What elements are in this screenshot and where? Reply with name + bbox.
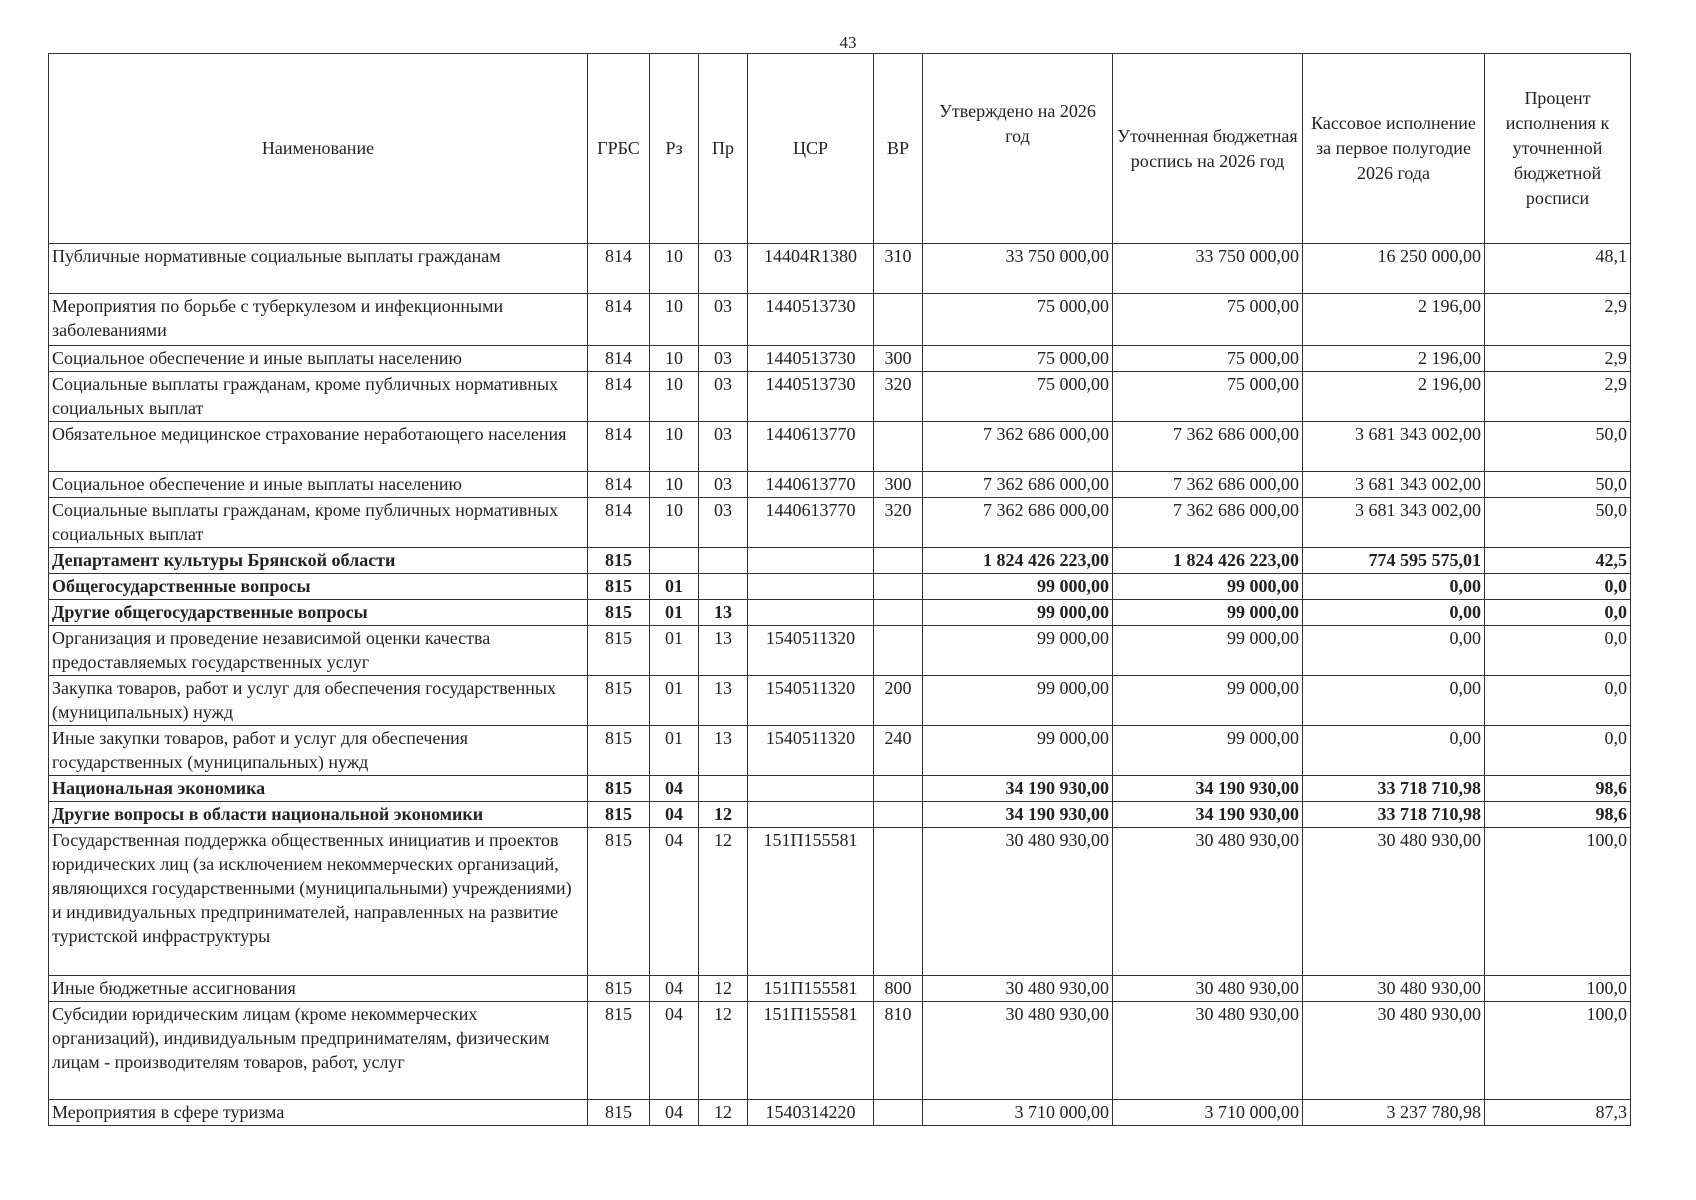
cell-cash: 3 681 343 002,00 xyxy=(1303,472,1485,498)
cell-refined: 99 000,00 xyxy=(1113,726,1303,776)
cell-rz: 04 xyxy=(650,776,699,802)
header-refined: Уточненная бюджетная роспись на 2026 год xyxy=(1113,54,1303,244)
header-name: Наименование xyxy=(49,54,588,244)
cell-csr: 1540314220 xyxy=(748,1100,874,1126)
cell-pr: 13 xyxy=(699,600,748,626)
cell-csr xyxy=(748,600,874,626)
table-row xyxy=(49,372,1631,422)
cell-grbs: 815 xyxy=(588,626,650,676)
cell-approved: 7 362 686 000,00 xyxy=(923,422,1113,472)
table-row xyxy=(49,676,1631,726)
cell-approved: 75 000,00 xyxy=(923,346,1113,372)
cell-name: Социальные выплаты гражданам, кроме публичных нормативных социальных выплат xyxy=(49,372,588,422)
cell-rz: 10 xyxy=(650,422,699,472)
cell-refined: 3 710 000,00 xyxy=(1113,1100,1303,1126)
cell-grbs: 814 xyxy=(588,372,650,422)
table-row xyxy=(49,776,1631,802)
page-number: 43 xyxy=(839,33,857,52)
cell-pr: 13 xyxy=(699,676,748,726)
cell-approved: 30 480 930,00 xyxy=(923,1002,1113,1100)
cell-approved: 7 362 686 000,00 xyxy=(923,472,1113,498)
cell-percent: 100,0 xyxy=(1485,976,1631,1002)
cell-cash: 16 250 000,00 xyxy=(1303,244,1485,294)
cell-percent: 0,0 xyxy=(1485,574,1631,600)
cell-percent: 50,0 xyxy=(1485,422,1631,472)
header-vr: ВР xyxy=(874,54,923,244)
cell-percent: 2,9 xyxy=(1485,294,1631,346)
cell-csr: 1540511320 xyxy=(748,626,874,676)
cell-refined: 99 000,00 xyxy=(1113,676,1303,726)
cell-refined: 30 480 930,00 xyxy=(1113,828,1303,976)
cell-approved: 3 710 000,00 xyxy=(923,1100,1113,1126)
cell-refined: 99 000,00 xyxy=(1113,600,1303,626)
cell-cash: 0,00 xyxy=(1303,600,1485,626)
cell-cash: 30 480 930,00 xyxy=(1303,1002,1485,1100)
cell-pr: 12 xyxy=(699,1002,748,1100)
cell-rz: 01 xyxy=(650,726,699,776)
cell-name: Другие общегосударственные вопросы xyxy=(49,600,588,626)
cell-percent: 42,5 xyxy=(1485,548,1631,574)
cell-pr xyxy=(699,548,748,574)
cell-refined: 33 750 000,00 xyxy=(1113,244,1303,294)
cell-rz: 04 xyxy=(650,802,699,828)
cell-rz: 04 xyxy=(650,1002,699,1100)
cell-cash: 0,00 xyxy=(1303,676,1485,726)
cell-cash: 2 196,00 xyxy=(1303,346,1485,372)
cell-approved: 34 190 930,00 xyxy=(923,776,1113,802)
cell-cash: 3 237 780,98 xyxy=(1303,1100,1485,1126)
cell-rz: 01 xyxy=(650,600,699,626)
cell-pr: 12 xyxy=(699,802,748,828)
cell-name: Иные бюджетные ассигнования xyxy=(49,976,588,1002)
cell-csr: 151П155581 xyxy=(748,828,874,976)
cell-refined: 75 000,00 xyxy=(1113,294,1303,346)
cell-cash: 774 595 575,01 xyxy=(1303,548,1485,574)
cell-vr xyxy=(874,626,923,676)
cell-rz: 10 xyxy=(650,472,699,498)
cell-refined: 34 190 930,00 xyxy=(1113,802,1303,828)
cell-vr: 800 xyxy=(874,976,923,1002)
cell-cash: 30 480 930,00 xyxy=(1303,828,1485,976)
cell-csr: 151П155581 xyxy=(748,976,874,1002)
cell-rz: 10 xyxy=(650,346,699,372)
cell-name: Организация и проведение независимой оценки качества предоставляемых государственных услуг xyxy=(49,626,588,676)
header-rz: Рз xyxy=(650,54,699,244)
cell-approved: 99 000,00 xyxy=(923,574,1113,600)
cell-pr xyxy=(699,776,748,802)
cell-approved: 1 824 426 223,00 xyxy=(923,548,1113,574)
cell-grbs: 815 xyxy=(588,574,650,600)
cell-grbs: 815 xyxy=(588,828,650,976)
cell-name: Социальные выплаты гражданам, кроме публичных нормативных социальных выплат xyxy=(49,498,588,548)
cell-vr xyxy=(874,600,923,626)
cell-name: Национальная экономика xyxy=(49,776,588,802)
cell-csr: 1440613770 xyxy=(748,472,874,498)
cell-refined: 7 362 686 000,00 xyxy=(1113,498,1303,548)
cell-approved: 30 480 930,00 xyxy=(923,976,1113,1002)
cell-vr xyxy=(874,294,923,346)
cell-vr xyxy=(874,776,923,802)
cell-pr: 12 xyxy=(699,828,748,976)
cell-vr: 310 xyxy=(874,244,923,294)
cell-percent: 0,0 xyxy=(1485,626,1631,676)
cell-vr xyxy=(874,574,923,600)
cell-pr: 03 xyxy=(699,498,748,548)
header-percent: Процент исполнения к уточненной бюджетной росписи xyxy=(1485,54,1631,244)
cell-rz: 10 xyxy=(650,372,699,422)
header-csr: ЦСР xyxy=(748,54,874,244)
cell-approved: 75 000,00 xyxy=(923,294,1113,346)
cell-cash: 3 681 343 002,00 xyxy=(1303,498,1485,548)
cell-csr xyxy=(748,574,874,600)
cell-name: Обязательное медицинское страхование неработающего населения xyxy=(49,422,588,472)
cell-csr xyxy=(748,802,874,828)
cell-refined: 30 480 930,00 xyxy=(1113,1002,1303,1100)
table-row xyxy=(49,472,1631,498)
cell-csr: 1540511320 xyxy=(748,676,874,726)
cell-grbs: 814 xyxy=(588,244,650,294)
cell-name: Государственная поддержка общественных инициатив и проектов юридических лиц (за исключением некоммерческих организаций, являющихся государственными (муниципальными) учреждениями) и индивидуальных предпринимателей, направленных на развитие туристской инфраструктуры xyxy=(49,828,588,976)
table-row xyxy=(49,294,1631,346)
table-row xyxy=(49,828,1631,976)
budget-table xyxy=(48,53,1631,1126)
cell-approved: 99 000,00 xyxy=(923,726,1113,776)
cell-rz: 01 xyxy=(650,574,699,600)
cell-name: Социальное обеспечение и иные выплаты населению xyxy=(49,472,588,498)
cell-cash: 0,00 xyxy=(1303,626,1485,676)
header-cash: Кассовое исполнение за первое полугодие 2026 года xyxy=(1303,54,1485,244)
cell-pr: 03 xyxy=(699,372,748,422)
cell-vr xyxy=(874,422,923,472)
cell-grbs: 815 xyxy=(588,1100,650,1126)
cell-approved: 34 190 930,00 xyxy=(923,802,1113,828)
cell-pr: 03 xyxy=(699,472,748,498)
cell-approved: 99 000,00 xyxy=(923,676,1113,726)
header-row xyxy=(49,54,1631,244)
cell-grbs: 815 xyxy=(588,676,650,726)
cell-percent: 0,0 xyxy=(1485,676,1631,726)
cell-grbs: 814 xyxy=(588,346,650,372)
cell-pr: 12 xyxy=(699,976,748,1002)
cell-pr: 13 xyxy=(699,726,748,776)
cell-vr: 320 xyxy=(874,498,923,548)
cell-refined: 75 000,00 xyxy=(1113,372,1303,422)
cell-approved: 30 480 930,00 xyxy=(923,828,1113,976)
cell-pr: 12 xyxy=(699,1100,748,1126)
cell-csr: 151П155581 xyxy=(748,1002,874,1100)
cell-rz: 01 xyxy=(650,626,699,676)
cell-pr: 03 xyxy=(699,244,748,294)
cell-grbs: 814 xyxy=(588,498,650,548)
cell-vr xyxy=(874,548,923,574)
table-row xyxy=(49,244,1631,294)
cell-name: Общегосударственные вопросы xyxy=(49,574,588,600)
table-row xyxy=(49,626,1631,676)
cell-percent: 0,0 xyxy=(1485,600,1631,626)
cell-cash: 0,00 xyxy=(1303,726,1485,776)
cell-vr: 240 xyxy=(874,726,923,776)
cell-name: Социальное обеспечение и иные выплаты населению xyxy=(49,346,588,372)
cell-percent: 2,9 xyxy=(1485,346,1631,372)
cell-vr: 810 xyxy=(874,1002,923,1100)
cell-grbs: 815 xyxy=(588,1002,650,1100)
cell-name: Другие вопросы в области национальной экономики xyxy=(49,802,588,828)
table-row xyxy=(49,346,1631,372)
cell-pr: 03 xyxy=(699,346,748,372)
cell-rz: 04 xyxy=(650,976,699,1002)
cell-rz: 10 xyxy=(650,244,699,294)
cell-vr: 200 xyxy=(874,676,923,726)
header-approved: Утверждено на 2026 год xyxy=(923,54,1113,244)
header-pr: Пр xyxy=(699,54,748,244)
cell-csr: 1540511320 xyxy=(748,726,874,776)
cell-percent: 100,0 xyxy=(1485,828,1631,976)
cell-grbs: 815 xyxy=(588,776,650,802)
cell-cash: 2 196,00 xyxy=(1303,372,1485,422)
cell-approved: 7 362 686 000,00 xyxy=(923,498,1113,548)
cell-grbs: 815 xyxy=(588,976,650,1002)
table-row xyxy=(49,600,1631,626)
cell-pr: 03 xyxy=(699,294,748,346)
header-grbs: ГРБС xyxy=(588,54,650,244)
cell-grbs: 814 xyxy=(588,422,650,472)
table-row xyxy=(49,548,1631,574)
cell-name: Закупка товаров, работ и услуг для обеспечения государственных (муниципальных) нужд xyxy=(49,676,588,726)
cell-grbs: 815 xyxy=(588,802,650,828)
cell-name: Иные закупки товаров, работ и услуг для обеспечения государственных (муниципальных) нужд xyxy=(49,726,588,776)
cell-csr xyxy=(748,548,874,574)
cell-grbs: 814 xyxy=(588,294,650,346)
table-row xyxy=(49,1100,1631,1126)
cell-percent: 50,0 xyxy=(1485,472,1631,498)
cell-vr: 300 xyxy=(874,346,923,372)
cell-csr: 1440613770 xyxy=(748,422,874,472)
cell-vr xyxy=(874,828,923,976)
table-row xyxy=(49,1002,1631,1100)
cell-percent: 98,6 xyxy=(1485,776,1631,802)
cell-name: Департамент культуры Брянской области xyxy=(49,548,588,574)
cell-pr: 03 xyxy=(699,422,748,472)
cell-refined: 99 000,00 xyxy=(1113,574,1303,600)
table-row xyxy=(49,574,1631,600)
cell-name: Мероприятия в сфере туризма xyxy=(49,1100,588,1126)
cell-refined: 34 190 930,00 xyxy=(1113,776,1303,802)
table-row xyxy=(49,976,1631,1002)
cell-csr: 1440613770 xyxy=(748,498,874,548)
cell-pr: 13 xyxy=(699,626,748,676)
cell-approved: 99 000,00 xyxy=(923,600,1113,626)
cell-rz: 10 xyxy=(650,498,699,548)
cell-grbs: 814 xyxy=(588,472,650,498)
cell-csr: 1440513730 xyxy=(748,346,874,372)
cell-approved: 99 000,00 xyxy=(923,626,1113,676)
cell-percent: 98,6 xyxy=(1485,802,1631,828)
cell-csr xyxy=(748,776,874,802)
cell-pr xyxy=(699,574,748,600)
cell-refined: 75 000,00 xyxy=(1113,346,1303,372)
table-row xyxy=(49,802,1631,828)
cell-grbs: 815 xyxy=(588,548,650,574)
cell-cash: 33 718 710,98 xyxy=(1303,802,1485,828)
cell-cash: 3 681 343 002,00 xyxy=(1303,422,1485,472)
cell-percent: 87,3 xyxy=(1485,1100,1631,1126)
cell-percent: 48,1 xyxy=(1485,244,1631,294)
cell-cash: 2 196,00 xyxy=(1303,294,1485,346)
cell-name: Мероприятия по борьбе с туберкулезом и инфекционными заболеваниями xyxy=(49,294,588,346)
cell-cash: 33 718 710,98 xyxy=(1303,776,1485,802)
cell-percent: 2,9 xyxy=(1485,372,1631,422)
cell-rz: 04 xyxy=(650,1100,699,1126)
cell-percent: 100,0 xyxy=(1485,1002,1631,1100)
cell-cash: 30 480 930,00 xyxy=(1303,976,1485,1002)
cell-grbs: 815 xyxy=(588,600,650,626)
cell-grbs: 815 xyxy=(588,726,650,776)
cell-vr xyxy=(874,802,923,828)
cell-csr: 14404R1380 xyxy=(748,244,874,294)
cell-refined: 1 824 426 223,00 xyxy=(1113,548,1303,574)
cell-refined: 30 480 930,00 xyxy=(1113,976,1303,1002)
table-row xyxy=(49,498,1631,548)
cell-percent: 0,0 xyxy=(1485,726,1631,776)
cell-refined: 7 362 686 000,00 xyxy=(1113,422,1303,472)
cell-refined: 7 362 686 000,00 xyxy=(1113,472,1303,498)
cell-cash: 0,00 xyxy=(1303,574,1485,600)
cell-percent: 50,0 xyxy=(1485,498,1631,548)
cell-vr: 300 xyxy=(874,472,923,498)
cell-vr xyxy=(874,1100,923,1126)
table-row xyxy=(49,726,1631,776)
cell-rz: 10 xyxy=(650,294,699,346)
cell-approved: 33 750 000,00 xyxy=(923,244,1113,294)
table-row xyxy=(49,422,1631,472)
cell-approved: 75 000,00 xyxy=(923,372,1113,422)
cell-rz xyxy=(650,548,699,574)
cell-name: Субсидии юридическим лицам (кроме некоммерческих организаций), индивидуальным предпринимателям, физическим лицам - производителям товаров, работ, услуг xyxy=(49,1002,588,1100)
cell-name: Публичные нормативные социальные выплаты гражданам xyxy=(49,244,588,294)
cell-vr: 320 xyxy=(874,372,923,422)
cell-rz: 04 xyxy=(650,828,699,976)
cell-rz: 01 xyxy=(650,676,699,726)
cell-csr: 1440513730 xyxy=(748,372,874,422)
cell-csr: 1440513730 xyxy=(748,294,874,346)
cell-refined: 99 000,00 xyxy=(1113,626,1303,676)
